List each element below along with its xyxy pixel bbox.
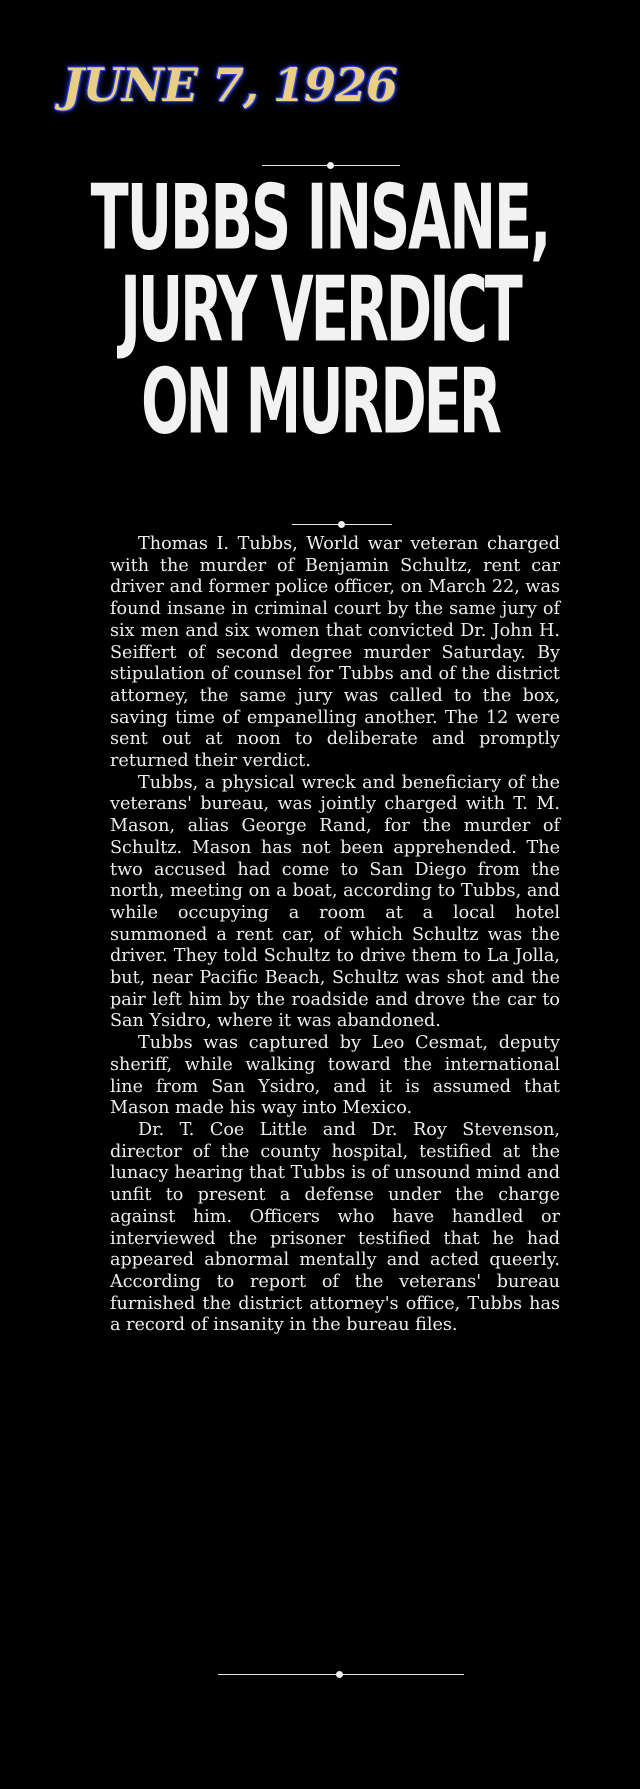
headline	[80, 164, 560, 455]
date-stamp: JUNE 7, 1926	[62, 58, 398, 112]
article-paragraph: Thomas I. Tubbs, World war veteran charged with the murder of Benjamin Schultz, rent car driver and former police officer, on March 22, was found insane in criminal court by the same jury of six men and six women that convicted Dr. John H. Seiffert of second degree murder Saturday. By stipulation of counsel for Tubbs and of the district attorney, the same jury was called to the box, saving time of empanelling another. The 12 were sent out at noon to deliberate and promptly returned their verdict.	[110, 534, 560, 772]
bottom-rule	[218, 1674, 464, 1675]
article-paragraph: Tubbs, a physical wreck and beneficiary of the veterans' bureau, was jointly charged with T. M. Mason, alias George Rand, for the murder of Schultz. Mason has not been apprehended. The two accused had come to San Diego from the north, meeting on a boat, according to Tubbs, and while occupying a room at a local hotel summoned a rent car, of which Schultz was the driver. They told Schultz to drive them to La Jolla, but, near Pacific Beach, Schultz was shot and the pair left him by the roadside and drove the car to San Ysidro, where it was abandoned.	[110, 772, 560, 1032]
article-paragraph: Dr. T. Coe Little and Dr. Roy Stevenson, director of the county hospital, testified at the lunacy hearing that Tubbs is of unsound mind and unfit to present a defense under the charge against him. Officers who have handled or interviewed the prisoner testified that he had appeared abnormal mentally and acted queerly. According to report of the veterans' bureau furnished the district attorney's office, Tubbs has a record of insanity in the bureau files.	[110, 1119, 560, 1336]
headline-line-3: ON MURDER	[141, 348, 499, 455]
headline-rule	[292, 524, 392, 525]
headline-line-2: JURY VERDICT	[120, 256, 520, 363]
rule-ornament-icon	[336, 1671, 343, 1678]
rule-ornament-icon	[338, 521, 345, 528]
headline-line-1: TUBBS INSANE,	[90, 164, 550, 271]
article-paragraph: Tubbs was captured by Leo Cesmat, deputy sheriff, while walking toward the international line from San Ysidro, and it is assumed that Mason made his way into Mexico.	[110, 1033, 560, 1119]
article-body	[110, 534, 560, 1337]
